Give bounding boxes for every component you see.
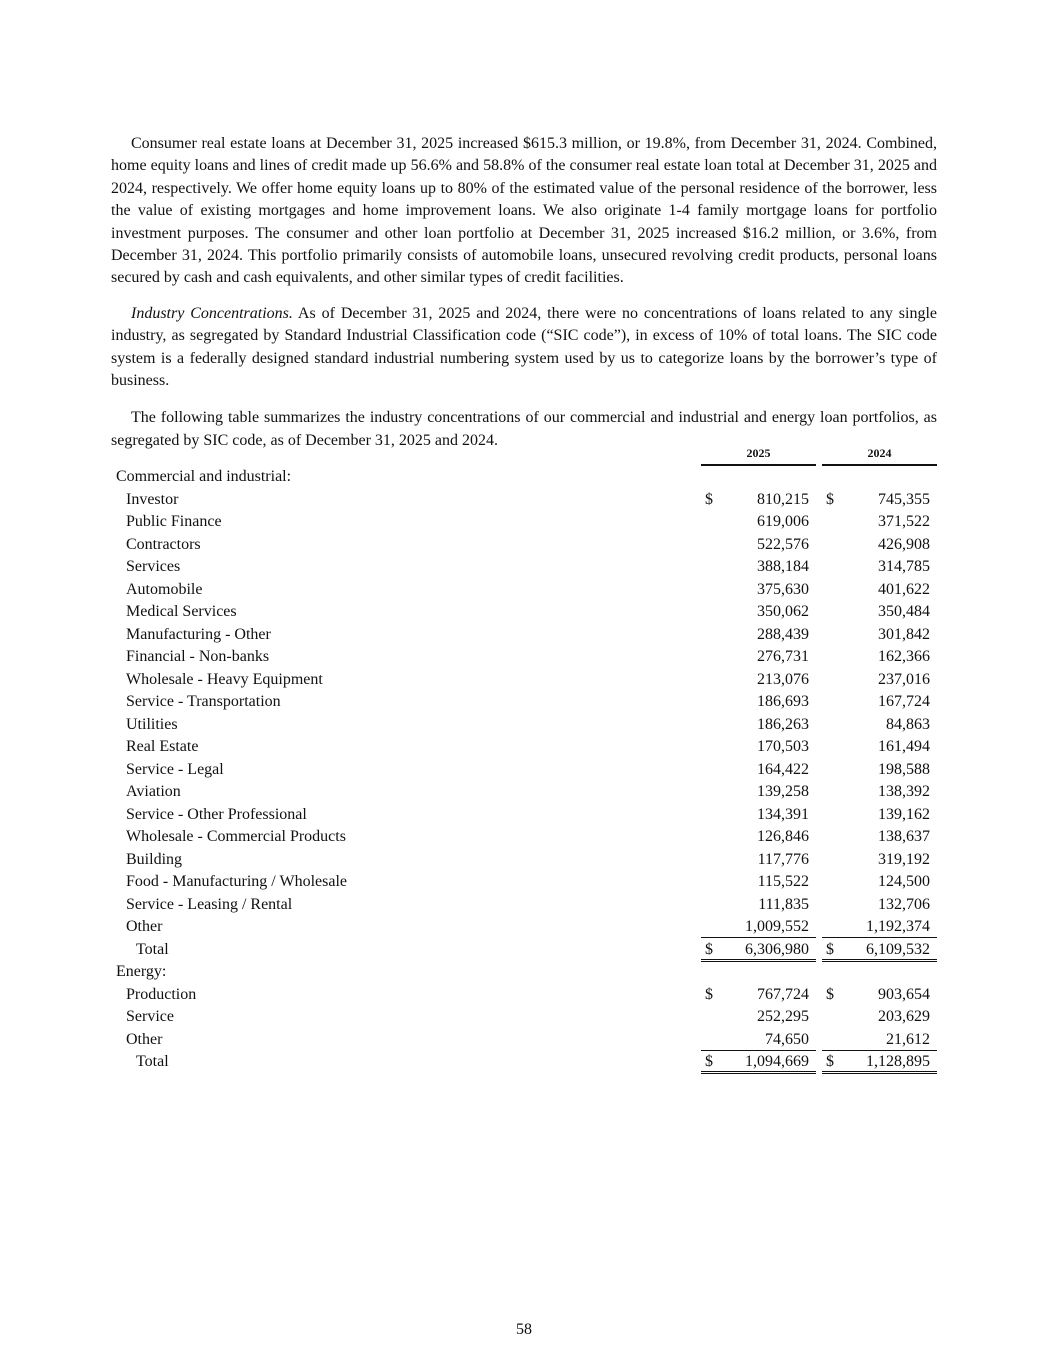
value-cell-2025 <box>701 849 816 871</box>
table-row <box>111 984 937 1007</box>
table-row <box>111 714 937 737</box>
row-label: Food - Manufacturing / Wholesale <box>126 873 347 890</box>
value: 767,724 <box>757 985 809 1003</box>
value-cell-2025 <box>701 534 816 556</box>
table-row <box>111 534 937 557</box>
value-cell-2024 <box>822 669 937 691</box>
value-cell-2024 <box>822 511 937 533</box>
row-label: Commercial and industrial: <box>116 468 292 485</box>
value-cell-2025 <box>701 1029 816 1051</box>
value-cell-2025 <box>701 691 816 713</box>
table-row <box>111 781 937 804</box>
value-cell-2024 <box>822 646 937 668</box>
table-row <box>111 736 937 759</box>
table-row <box>111 511 937 534</box>
value-cell-2024 <box>822 691 937 713</box>
column-header-2025: 2025 <box>701 446 816 466</box>
row-label: Wholesale - Heavy Equipment <box>126 670 323 688</box>
value-cell-2025 <box>701 646 816 668</box>
value: 111,835 <box>758 895 809 913</box>
value-cell-2025 <box>701 624 816 646</box>
value: 115,522 <box>757 873 809 890</box>
value-cell-2025 <box>701 894 816 916</box>
table-header <box>111 446 937 466</box>
row-label: Public Finance <box>126 513 222 530</box>
paragraph-text: As of December 31, 2025 and 2024, there were no concentrations of loans related to any single industry, as segregated by Standard Industrial Classification code (“SIC code”), in excess of 10% of total loans. The SIC code system is a federally designed standard industrial numbering system used by us to categorize loans by the borrower’s type of business. <box>111 304 938 390</box>
row-label: Production <box>126 985 197 1003</box>
value-cell-2025 <box>701 916 816 938</box>
row-label: Utilities <box>126 715 178 733</box>
value: 1,094,669 <box>745 1053 809 1070</box>
value: 162,366 <box>878 648 930 665</box>
currency-symbol: $ <box>826 1053 834 1070</box>
value: 371,522 <box>878 513 930 530</box>
row-label: Service - Transportation <box>126 693 281 710</box>
row-label: Contractors <box>126 535 201 553</box>
value-cell-2025 <box>701 736 816 758</box>
table-row <box>111 669 937 692</box>
row-label: Service - Legal <box>126 760 224 778</box>
value: 74,650 <box>765 1030 809 1048</box>
row-label: Automobile <box>126 580 203 598</box>
value: 126,846 <box>757 828 809 845</box>
value-cell-2024 <box>822 736 937 758</box>
currency-symbol: $ <box>705 985 713 1003</box>
industry-concentration-table <box>111 446 937 1074</box>
value: 203,629 <box>878 1008 930 1025</box>
value: 314,785 <box>878 558 930 575</box>
value: 84,863 <box>886 715 930 733</box>
table-row <box>111 579 937 602</box>
value-cell-2024 <box>822 849 937 871</box>
value-cell-2025 <box>701 601 816 623</box>
table-row <box>111 691 937 714</box>
value: 139,258 <box>757 783 809 800</box>
table-row <box>111 826 937 849</box>
currency-symbol: $ <box>826 490 834 508</box>
value: 619,006 <box>757 513 809 530</box>
value-cell-2025 <box>701 1006 816 1028</box>
paragraph-text: The following table summarizes the industry concentrations of our commercial and industrial and energy loan portfolios, as segregated by SIC code, as of December 31, 2025 and 2024. <box>111 409 937 449</box>
value-cell-2024 <box>822 1029 937 1051</box>
value: 522,576 <box>757 535 809 553</box>
section-header-row <box>111 466 937 489</box>
value: 134,391 <box>757 805 809 823</box>
table-row <box>111 804 937 827</box>
table-row <box>111 916 937 939</box>
table-row <box>111 894 937 917</box>
table-row <box>111 871 937 894</box>
value: 21,612 <box>886 1030 930 1048</box>
table-row <box>111 1006 937 1029</box>
value-cell-2025 <box>701 511 816 533</box>
value-cell-2025 <box>701 489 816 511</box>
value: 319,192 <box>878 850 930 868</box>
row-label: Other <box>126 918 163 935</box>
currency-symbol: $ <box>826 940 834 958</box>
row-label: Energy: <box>116 963 167 980</box>
value-cell-2024 <box>822 624 937 646</box>
value: 132,706 <box>878 895 930 913</box>
value: 6,306,980 <box>745 940 809 958</box>
value-cell-2024 <box>822 826 937 848</box>
value: 745,355 <box>878 490 930 508</box>
value: 276,731 <box>757 648 809 665</box>
value-cell-2024 <box>822 1051 937 1074</box>
row-label: Real Estate <box>126 738 199 755</box>
value: 186,263 <box>757 715 809 733</box>
table-row <box>111 1029 937 1052</box>
row-label: Service <box>126 1008 174 1025</box>
currency-symbol: $ <box>826 985 834 1003</box>
total-row <box>111 939 937 962</box>
row-label: Total <box>136 940 169 958</box>
value-cell-2024 <box>822 601 937 623</box>
value-cell-2024 <box>822 804 937 826</box>
value: 288,439 <box>757 625 809 643</box>
value-cell-2025 <box>701 1051 816 1074</box>
value-cell-2024 <box>822 894 937 916</box>
value: 6,109,532 <box>866 940 930 958</box>
table-row <box>111 556 937 579</box>
row-label: Financial - Non-banks <box>126 648 270 665</box>
value-cell-2024 <box>822 714 937 736</box>
value-cell-2024 <box>822 939 937 962</box>
value-cell-2024 <box>822 759 937 781</box>
value-cell-2025 <box>701 781 816 803</box>
currency-symbol: $ <box>705 1053 713 1070</box>
row-label: Building <box>126 850 183 868</box>
value-cell-2025 <box>701 984 816 1006</box>
row-label: Wholesale - Commercial Products <box>126 828 346 845</box>
value: 117,776 <box>757 850 809 868</box>
row-label: Service - Other Professional <box>126 805 307 823</box>
value-cell-2025 <box>701 669 816 691</box>
value-cell-2025 <box>701 759 816 781</box>
table-row <box>111 624 937 647</box>
paragraph-lead: Industry Concentrations. <box>131 304 293 322</box>
paragraph-industry-concentrations <box>111 303 937 393</box>
table-row <box>111 489 937 512</box>
value-cell-2025 <box>701 579 816 601</box>
body-text <box>111 133 937 465</box>
value: 186,693 <box>757 693 809 710</box>
section-header-row <box>111 961 937 984</box>
value: 1,128,895 <box>866 1053 930 1070</box>
value: 388,184 <box>757 558 809 575</box>
table-row <box>111 646 937 669</box>
currency-symbol: $ <box>705 490 713 508</box>
row-label: Investor <box>126 490 179 508</box>
paragraph-consumer-loans <box>111 133 937 290</box>
value: 350,484 <box>878 603 930 620</box>
table-row <box>111 759 937 782</box>
value: 170,503 <box>757 738 809 755</box>
row-label: Manufacturing - Other <box>126 625 271 643</box>
value-cell-2025 <box>701 871 816 893</box>
page-number: 58 <box>516 1321 532 1338</box>
value: 252,295 <box>757 1008 809 1025</box>
value-cell-2024 <box>822 489 937 511</box>
value: 1,192,374 <box>866 918 930 935</box>
table-body <box>111 466 937 1074</box>
table-row <box>111 849 937 872</box>
value-cell-2025 <box>701 939 816 962</box>
value-cell-2024 <box>822 1006 937 1028</box>
value: 237,016 <box>878 670 930 688</box>
column-header-2024: 2024 <box>822 446 937 466</box>
value: 161,494 <box>878 738 930 755</box>
value-cell-2025 <box>701 826 816 848</box>
value-cell-2024 <box>822 871 937 893</box>
value: 401,622 <box>878 580 930 598</box>
value-cell-2024 <box>822 781 937 803</box>
value: 167,724 <box>878 693 930 710</box>
value: 164,422 <box>757 760 809 778</box>
row-label: Other <box>126 1030 163 1048</box>
total-row <box>111 1051 937 1074</box>
row-label: Services <box>126 558 181 575</box>
value: 301,842 <box>878 625 930 643</box>
value-cell-2025 <box>701 556 816 578</box>
value: 810,215 <box>757 490 809 508</box>
currency-symbol: $ <box>705 940 713 958</box>
value: 426,908 <box>878 535 930 553</box>
row-label: Medical Services <box>126 603 237 620</box>
value-cell-2024 <box>822 916 937 938</box>
value: 139,162 <box>878 805 930 823</box>
value-cell-2024 <box>822 579 937 601</box>
value: 1,009,552 <box>745 918 809 935</box>
value-cell-2024 <box>822 534 937 556</box>
value: 903,654 <box>878 985 930 1003</box>
value-cell-2024 <box>822 984 937 1006</box>
value: 124,500 <box>878 873 930 890</box>
paragraph-text: Consumer real estate loans at December 31, 2025 increased $615.3 million, or 19.8%, from December 31, 2024. Combined, home equity loans and lines of credit made up 56.6% and 58.8% of the consumer real estate loan total at December 31, 2025 and 2024, respectively. We offer home equity loans up to 80% of the estimated value of the personal residence of the borrower, less the value of existing mortgages and home improvement loans. We also originate 1-4 family mortgage loans for portfolio investment purposes. The consumer and other loan portfolio at December 31, 2025 increased $16.2 million, or 3.6%, from December 31, 2024. This portfolio primarily consists of automobile loans, unsecured revolving credit products, personal loans secured by cash and cash equivalents, and other similar types of credit facilities. <box>111 135 937 287</box>
value: 138,637 <box>878 828 930 845</box>
value-cell-2025 <box>701 714 816 736</box>
table-row <box>111 601 937 624</box>
row-label: Total <box>136 1053 169 1070</box>
value: 213,076 <box>757 670 809 688</box>
value-cell-2025 <box>701 804 816 826</box>
row-label: Aviation <box>126 783 181 800</box>
value: 138,392 <box>878 783 930 800</box>
value: 375,630 <box>757 580 809 598</box>
value-cell-2024 <box>822 556 937 578</box>
value: 198,588 <box>878 760 930 778</box>
row-label: Service - Leasing / Rental <box>126 895 293 913</box>
value: 350,062 <box>757 603 809 620</box>
